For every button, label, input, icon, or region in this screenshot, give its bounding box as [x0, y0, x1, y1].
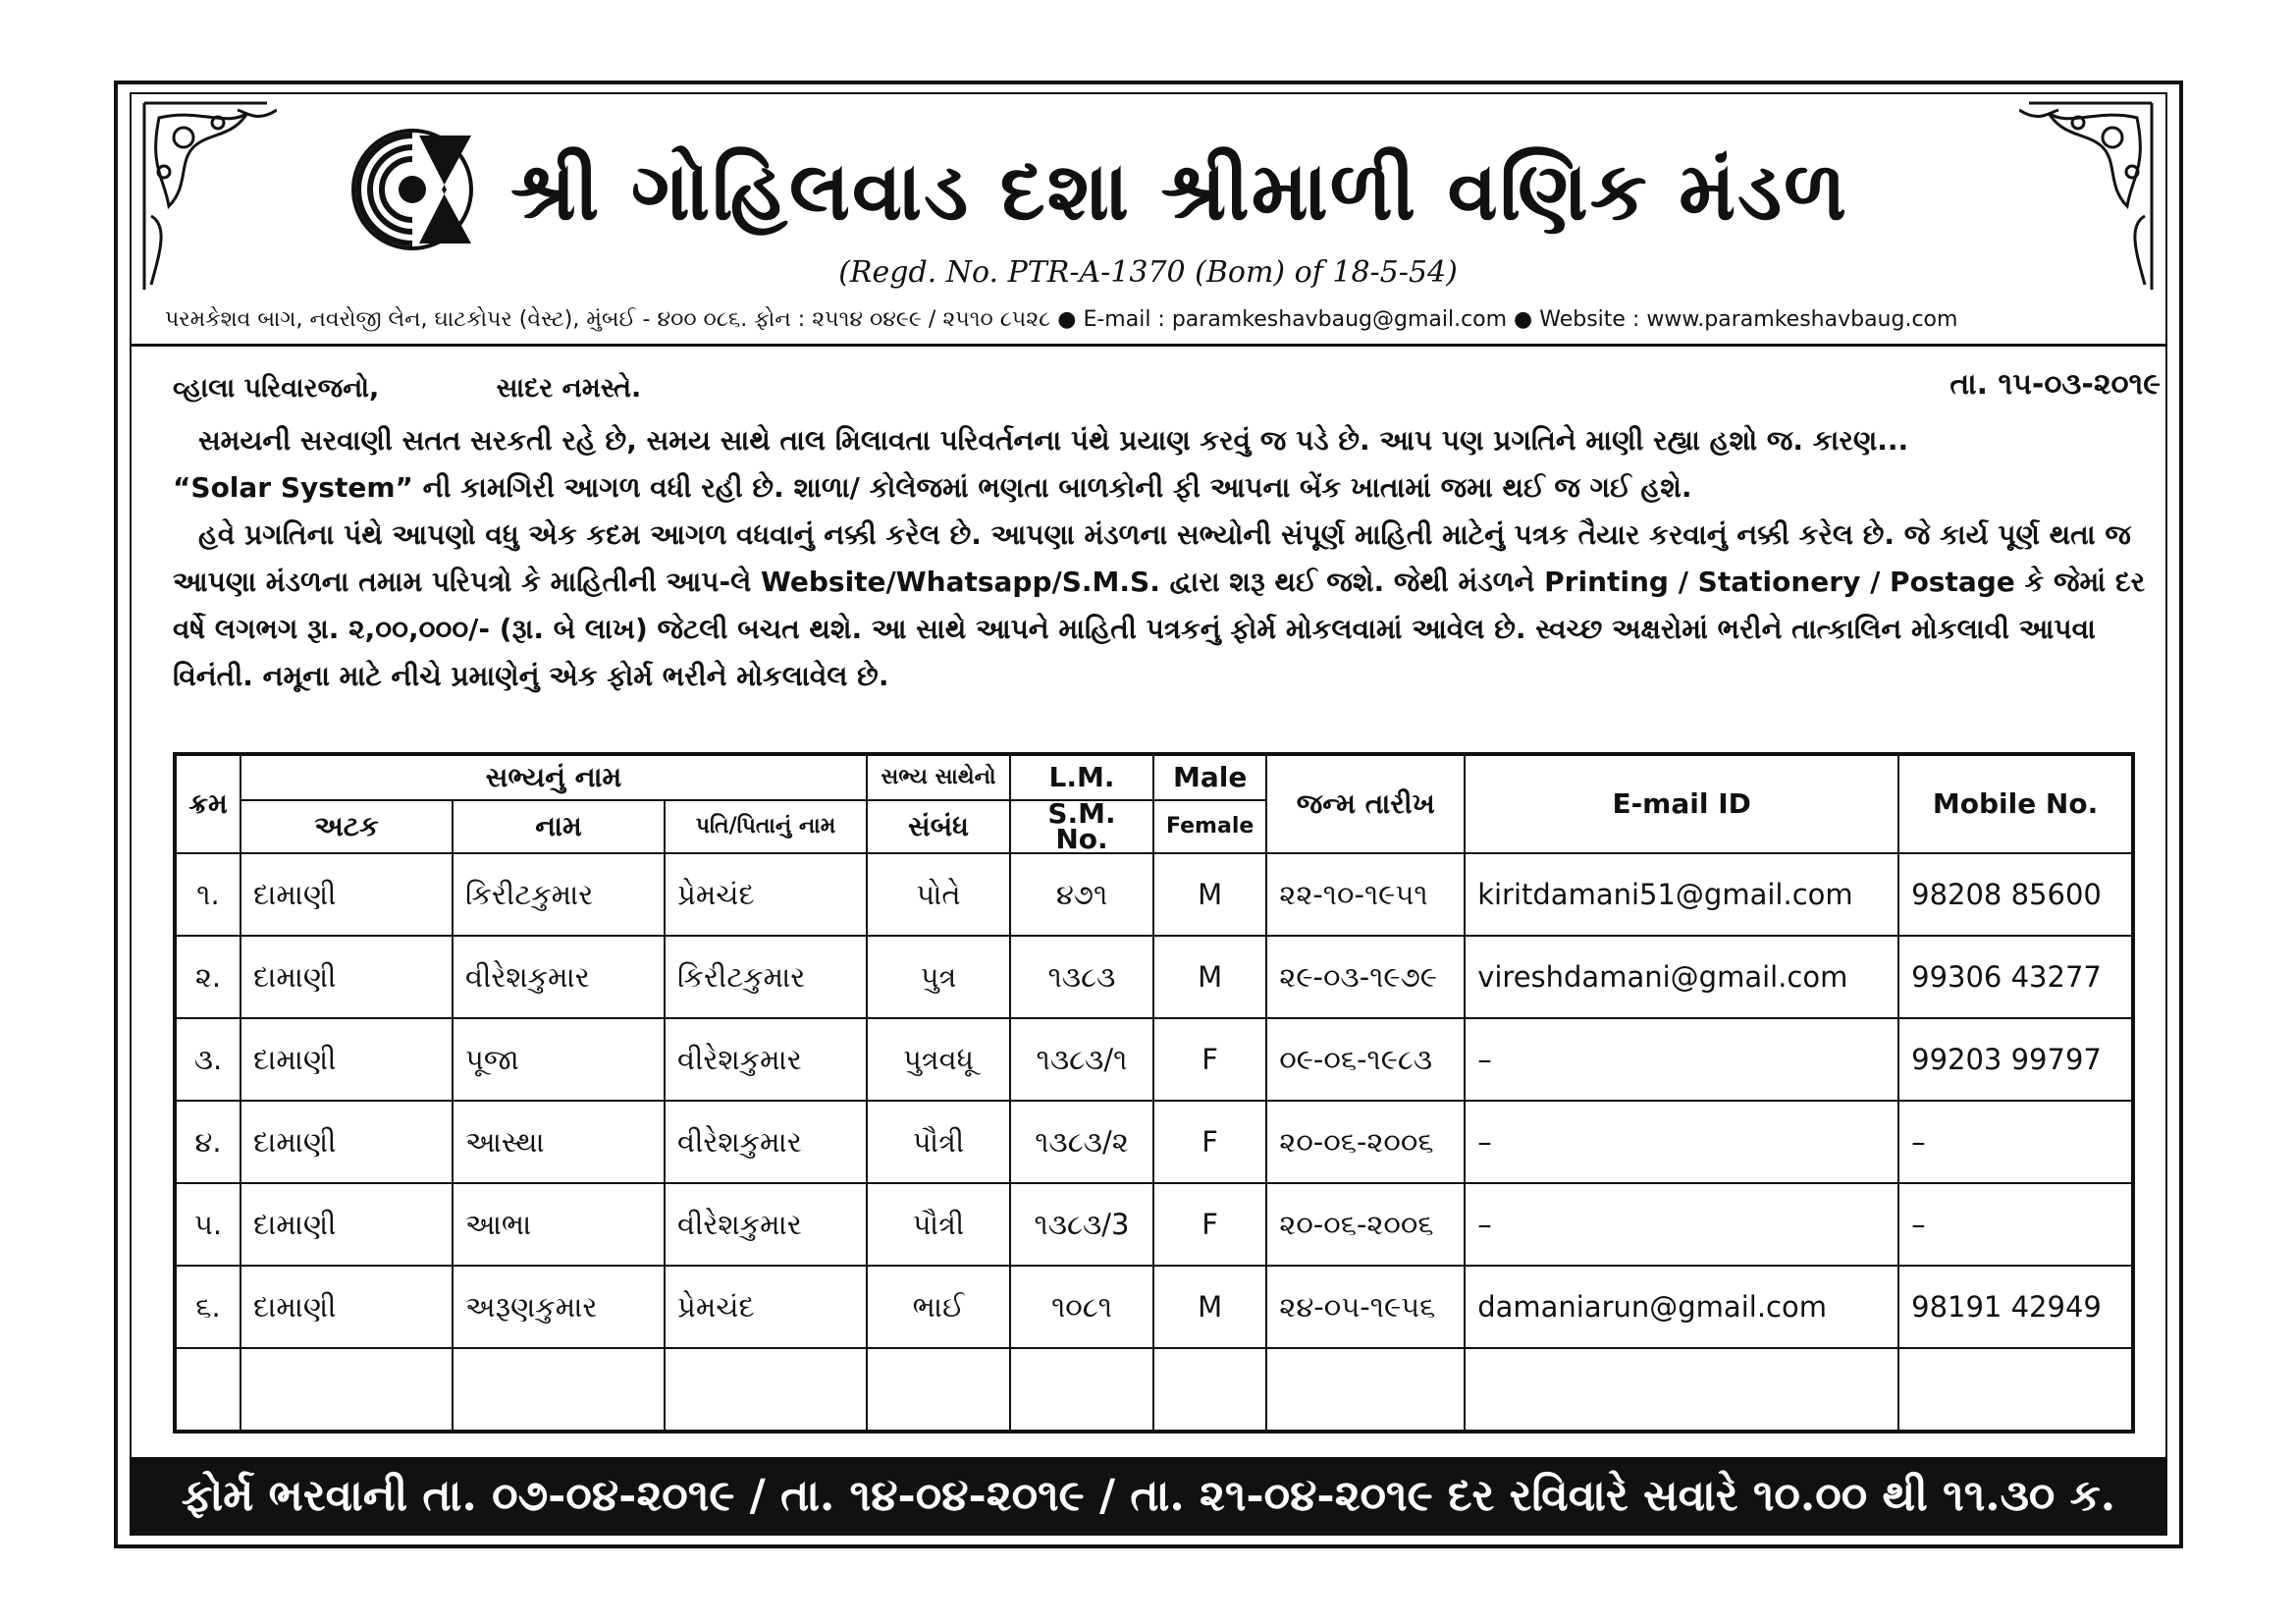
cell-gender: F	[1153, 1101, 1266, 1183]
header-gender-bottom: Female	[1153, 800, 1266, 853]
header-dob: જન્મ તારીખ	[1266, 754, 1465, 853]
header-lm-top: L.M.	[1010, 754, 1153, 800]
letter-greeting	[173, 373, 749, 405]
cell-lm: ૧૩૮૩	[1010, 936, 1153, 1018]
empty-cell	[867, 1348, 1010, 1432]
cell-surname: દામાણી	[240, 853, 453, 936]
table-row-empty	[175, 1348, 2133, 1432]
member-info-table	[173, 752, 2135, 1434]
header-email: E-mail ID	[1465, 754, 1898, 853]
table-row	[175, 1266, 2133, 1348]
cell-relation: ભાઈ	[867, 1266, 1010, 1348]
cell-mobile: 98191 42949	[1898, 1266, 2133, 1348]
cell-surname: દામાણી	[240, 1018, 453, 1101]
cell-kram: ૫.	[175, 1183, 240, 1266]
header-relation-top: સભ્ય સાથેનો	[867, 754, 1010, 800]
empty-cell	[453, 1348, 665, 1432]
cell-surname: દામાણી	[240, 936, 453, 1018]
cell-mobile: 98208 85600	[1898, 853, 2133, 936]
cell-gender: M	[1153, 936, 1266, 1018]
cell-father: વીરેશકુમાર	[665, 1101, 867, 1183]
cell-email: –	[1465, 1018, 1898, 1101]
cell-relation: પૌત્રી	[867, 1183, 1010, 1266]
paragraph-2: હવે પ્રગતિના પંથે આપણો વધુ એક કદમ આગળ વધવાનું નક્કી કરેલ છે. આપણા મંડળના સભ્યોની સંપૂર્ણ માહિતી માટેનું પત્રક તૈયાર કરવાનું નક્કી કરેલ છે. જે કાર્ય પૂર્ણ થતા જ આપણા મંડળના તમામ પરિપત્રો કે માહિતીની આપ-લે Website/Whatsapp/S.M.S. દ્વારા શરૂ થઈ જશે. જેથી મંડળને Printing / Stationery / Postage કે જેમાં દર વર્ષે લગભગ રૂા. ૨,૦૦,૦૦૦/- (રૂા. બે લાખ) જેટલી બચત થશે. આ સાથે આપને માહિતી પત્રકનું ફોર્મ મોકલવામાં આવેલ છે. સ્વચ્છ અક્ષરોમાં ભરીને તાત્કાલિન મોકલાવી આપવા વિનંતી. નમૂના માટે નીચે પ્રમાણેનું એક ફોર્મ ભરીને મોકલાવેલ છે.	[173, 518, 2146, 692]
cell-gender: M	[1153, 1266, 1266, 1348]
paragraph-1-line-1: સમયની સરવાણી સતત સરકતી રહે છે, સમય સાથે તાલ મિલાવતા પરિવર્તનના પંથે પ્રયાણ કરવું જ પડે છે. આપ પણ પ્રગતિને માણી રહ્યા હશો જ. કારણ...	[198, 424, 1909, 457]
cell-kram: ૨.	[175, 936, 240, 1018]
empty-cell	[1898, 1348, 2133, 1432]
organization-title: શ્રી ગોહિલવાડ દશા શ્રીમાળી વણિક મંડળ	[510, 144, 1849, 239]
header-lm-bottom: S.M. No.	[1010, 800, 1153, 853]
empty-cell	[175, 1348, 240, 1432]
cell-father: વીરેશકુમાર	[665, 1183, 867, 1266]
cell-gender: F	[1153, 1018, 1266, 1101]
cell-dob: ૨૯-૦૩-૧૯૭૯	[1266, 936, 1465, 1018]
registration-number: (Regd. No. PTR-A-1370 (Bom) of 18-5-54)	[838, 255, 1458, 290]
greeting-text: સાદર નમસ્તે.	[496, 373, 642, 404]
cell-gender: M	[1153, 853, 1266, 936]
cell-mobile: –	[1898, 1183, 2133, 1266]
cell-father: પ્રેમચંદ	[665, 853, 867, 936]
cell-email: –	[1465, 1183, 1898, 1266]
empty-cell	[665, 1348, 867, 1432]
cell-dob: ૨૪-૦૫-૧૯૫૬	[1266, 1266, 1465, 1348]
header-mobile: Mobile No.	[1898, 754, 2133, 853]
contact-address: પરમકેશવ બાગ, નવરોજી લેન, ઘાટકોપર (વેસ્ટ), મુંબઈ - ૪૦૦ ૦૮૬. ફોન : ૨૫૧૪ ૦૪૯૯ / ૨૫૧૦ ૮૫૨૮ ● E-mail : paramkeshavbaug@gmail.com ● Website : www.paramkeshavbaug.com	[165, 307, 1958, 332]
cell-relation: પુત્ર	[867, 936, 1010, 1018]
header-kram: ક્રમ	[175, 754, 240, 853]
empty-cell	[240, 1348, 453, 1432]
header-gender-top: Male	[1153, 754, 1266, 800]
header-surname: અટક	[240, 800, 453, 853]
cell-kram: ૩.	[175, 1018, 240, 1101]
cell-gender: F	[1153, 1183, 1266, 1266]
header-name: નામ	[453, 800, 665, 853]
cell-relation: પુત્રવધૂ	[867, 1018, 1010, 1101]
cell-name: વીરેશકુમાર	[453, 936, 665, 1018]
empty-cell	[1465, 1348, 1898, 1432]
cell-lm: ૧૩૮૩/૨	[1010, 1101, 1153, 1183]
mandal-logo	[348, 126, 476, 253]
letter-date: તા. ૧૫-૦૩-૨૦૧૯	[1949, 367, 2161, 402]
cell-dob: ૨૦-૦૬-૨૦૦૬	[1266, 1183, 1465, 1266]
cell-surname: દામાણી	[240, 1183, 453, 1266]
table-row	[175, 1101, 2133, 1183]
table-row	[175, 1018, 2133, 1101]
form-dates-banner: ફોર્મ ભરવાની તા. ૦૭-૦૪-૨૦૧૯ / તા. ૧૪-૦૪-૨૦૧૯ / તા. ૨૧-૦૪-૨૦૧૯ દર રવિવારે સવારે ૧૦.૦૦ થી ૧૧.૩૦ ક.	[130, 1457, 2167, 1536]
header-member-name: સભ્યનું નામ	[240, 754, 867, 800]
cell-dob: ૦૯-૦૬-૧૯૮૩	[1266, 1018, 1465, 1101]
cell-email: vireshdamani@gmail.com	[1465, 936, 1898, 1018]
cell-surname: દામાણી	[240, 1101, 453, 1183]
table-row	[175, 1183, 2133, 1266]
paragraph-1-line-2: “Solar System” ની કામગિરી આગળ વધી રહી છે. શાળા/ કોલેજમાં ભણતા બાળકોની ફી આપના બેંક ખાતામાં જમા થઈ જ ગઈ હશે.	[173, 471, 1692, 504]
cell-name: આસ્થા	[453, 1101, 665, 1183]
empty-cell	[1266, 1348, 1465, 1432]
cell-name: પૂજા	[453, 1018, 665, 1101]
cell-name: કિરીટકુમાર	[453, 853, 665, 936]
cell-email: damaniarun@gmail.com	[1465, 1266, 1898, 1348]
cell-mobile: –	[1898, 1101, 2133, 1183]
cell-relation: પૌત્રી	[867, 1101, 1010, 1183]
empty-cell	[1153, 1348, 1266, 1432]
cell-email: –	[1465, 1101, 1898, 1183]
cell-lm: ૧૩૮૩/૧	[1010, 1018, 1153, 1101]
cell-kram: ૧.	[175, 853, 240, 936]
letter-body	[173, 417, 2146, 700]
header-father: પતિ/પિતાનું નામ	[665, 800, 867, 853]
cell-father: પ્રેમચંદ	[665, 1266, 867, 1348]
table-row	[175, 853, 2133, 936]
cell-dob: ૨૦-૦૬-૨૦૦૬	[1266, 1101, 1465, 1183]
cell-name: આભા	[453, 1183, 665, 1266]
header-divider	[130, 344, 2167, 347]
cell-dob: ૨૨-૧૦-૧૯૫૧	[1266, 853, 1465, 936]
cell-name: અરૂણકુમાર	[453, 1266, 665, 1348]
cell-email: kiritdamani51@gmail.com	[1465, 853, 1898, 936]
cell-mobile: 99203 99797	[1898, 1018, 2133, 1101]
cell-mobile: 99306 43277	[1898, 936, 2133, 1018]
cell-lm: ૧૩૮૩/3	[1010, 1183, 1153, 1266]
cell-lm: ૪૭૧	[1010, 853, 1153, 936]
cell-father: વીરેશકુમાર	[665, 1018, 867, 1101]
cell-lm: ૧૦૮૧	[1010, 1266, 1153, 1348]
header-relation-bottom: સંબંધ	[867, 800, 1010, 853]
table-row	[175, 936, 2133, 1018]
empty-cell	[1010, 1348, 1153, 1432]
cell-relation: પોતે	[867, 853, 1010, 936]
cell-father: કિરીટકુમાર	[665, 936, 867, 1018]
cell-kram: ૪.	[175, 1101, 240, 1183]
cell-surname: દામાણી	[240, 1266, 453, 1348]
cell-kram: ૬.	[175, 1266, 240, 1348]
salutation: વ્હાલા પરિવારજનો,	[173, 373, 380, 404]
